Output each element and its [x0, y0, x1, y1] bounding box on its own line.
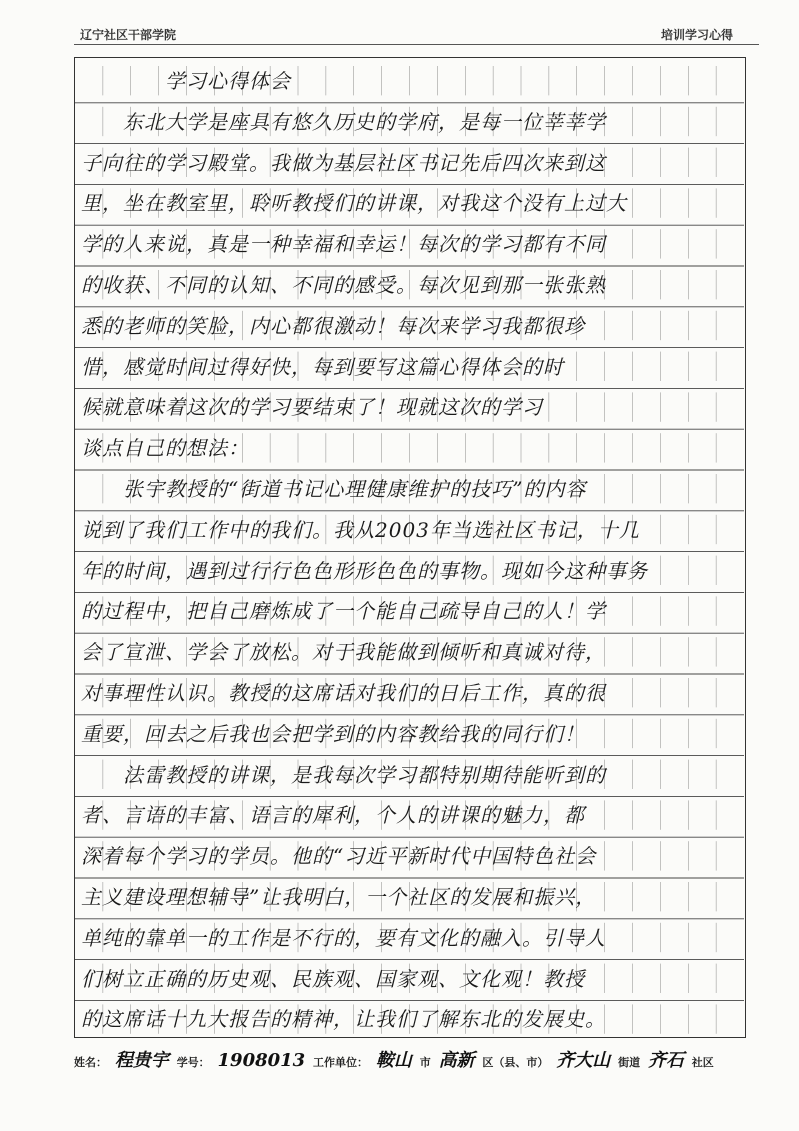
institution-name: 辽宁社区干部学院 — [80, 28, 177, 42]
city-value: 鞍山 — [375, 1050, 412, 1071]
essay-line: 们树立正确的历史观、民族观、国家观、文化观！教授 — [81, 966, 585, 991]
essay-line: 谈点自己的想法： — [81, 436, 249, 461]
essay-line: 会了宣泄、学会了放松。对于我能做到倾听和真诚对待， — [81, 640, 606, 665]
community-value: 齐石 — [647, 1050, 684, 1071]
essay-line: 学的人来说，真是一种幸福和幸运！每次的学习都有不同 — [81, 232, 606, 257]
essay-line: 重要，回去之后我也会把学到的内容教给我的同行们！ — [81, 721, 585, 746]
student-id-value: 1908013 — [217, 1050, 306, 1071]
essay-line: 单纯的靠单一的工作是不行的，要有文化的融入。引导人 — [81, 925, 606, 950]
essay-line: 的过程中，把自己磨炼成了一个能自己疏导自己的人！学 — [81, 599, 606, 624]
street-suffix: 街道 — [618, 1056, 641, 1069]
student-id-label: 学号： — [176, 1056, 210, 1069]
essay-line: 候就意味着这次的学习要结束了！现就这次的学习 — [81, 395, 543, 420]
essay-line: 子向往的学习殿堂。我做为基层社区书记先后四次来到这 — [81, 150, 606, 175]
essay-line: 的这席话十九大报告的精神，让我们了解东北的发展史。 — [81, 1007, 606, 1032]
essay-line: 深着每个学习的学员。他的“习近平新时代中国特色社会 — [81, 844, 597, 869]
district-value: 高新 — [438, 1050, 475, 1071]
document-type: 培训学习心得 — [660, 28, 733, 42]
community-suffix: 社区 — [691, 1056, 714, 1069]
district-suffix: 区（县、市） — [482, 1056, 549, 1069]
essay-line: 说到了我们工作中的我们。我从2003年当选社区书记，十几 — [81, 517, 640, 542]
header-rule — [74, 44, 759, 45]
name-label: 姓名： — [74, 1056, 107, 1069]
street-value: 齐大山 — [556, 1050, 611, 1071]
essay-line: 东北大学是座具有悠久历史的学府，是每一位莘莘学 — [123, 109, 606, 134]
essay-line: 年的时间，遇到过行行色色形形色色的事物。现如今这种事务 — [81, 558, 648, 583]
essay-line: 里，坐在教室里，聆听教授们的讲课，对我这个没有上过大 — [81, 191, 627, 216]
essay-line: 张宇教授的“街道书记心理健康维护的技巧”的内容 — [123, 477, 587, 501]
essay-line: 惜，感觉时间过得好快，每到要写这篇心得体会的时 — [81, 354, 564, 379]
essay-title: 学习心得体会 — [165, 69, 291, 93]
essay-line: 对事理性认识。教授的这席话对我们的日后工作，真的很 — [81, 681, 606, 705]
essay-line: 者、言语的丰富、语言的犀利，个人的讲课的魅力，都 — [81, 803, 585, 828]
essay-line: 法雷教授的讲课，是我每次学习都特别期待能听到的 — [123, 762, 606, 787]
student-info-footer — [74, 1046, 774, 1072]
essay-sheet — [74, 57, 746, 1038]
essay-line: 的收获、不同的认知、不同的感受。每次见到那一张张熟 — [81, 273, 606, 297]
name-value: 程贵宇 — [114, 1050, 169, 1071]
city-suffix: 市 — [419, 1056, 431, 1069]
essay-line: 主义建设理想辅导”让我明白，一个社区的发展和振兴， — [81, 885, 597, 909]
work-unit-label: 工作单位： — [313, 1056, 369, 1069]
essay-line: 悉的老师的笑脸，内心都很激动！每次来学习我都很珍 — [81, 313, 585, 338]
